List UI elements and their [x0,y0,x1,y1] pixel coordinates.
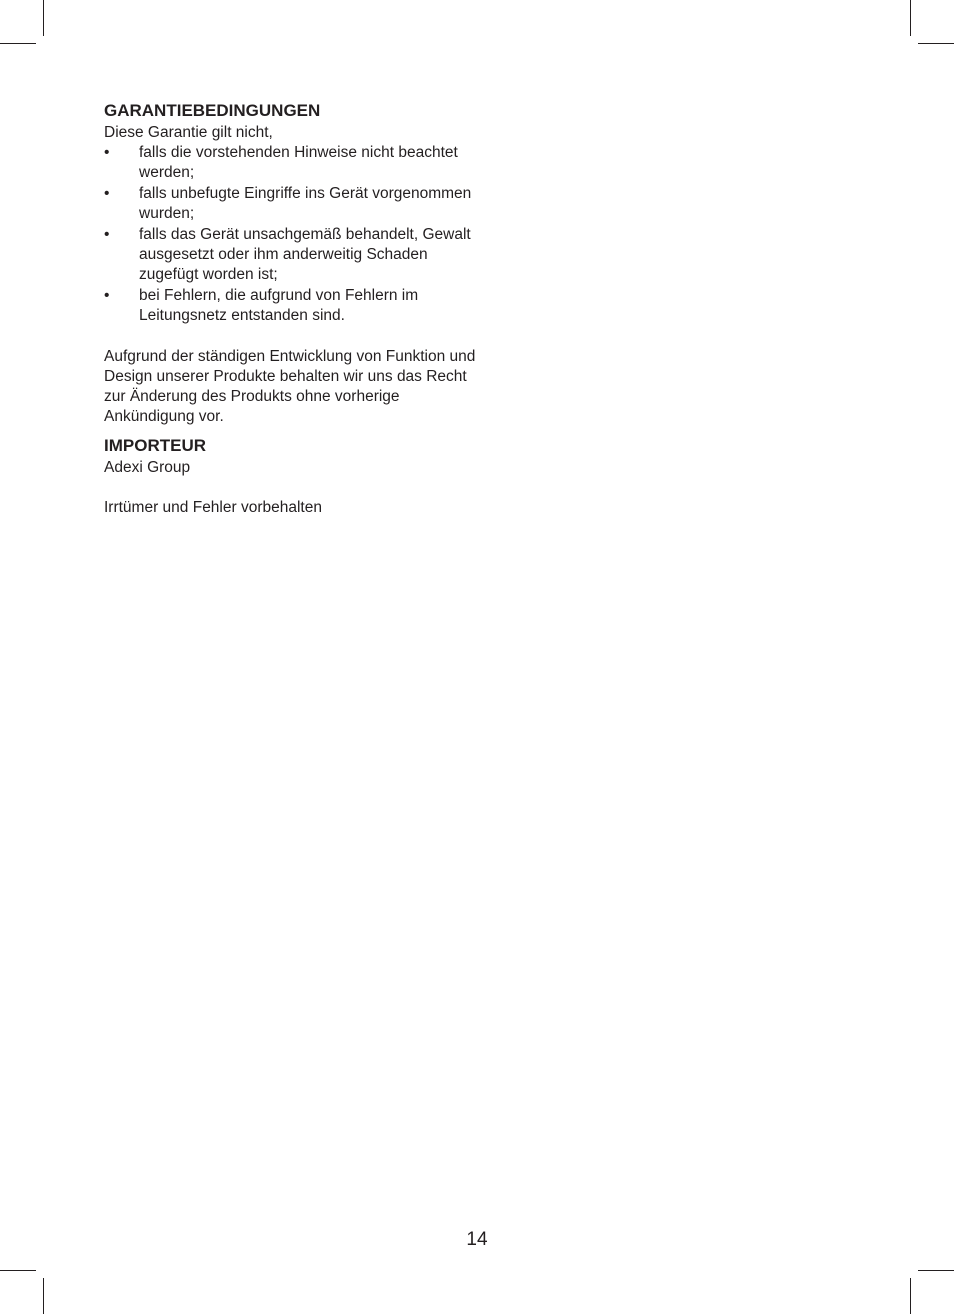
bullet-icon: • [104,226,110,243]
list-item [104,225,484,285]
crop-mark [0,1270,36,1271]
list-item [104,286,484,326]
list-item-text: falls die vorstehenden Hinweise nicht beachtet werden; [139,144,458,181]
bullet-icon: • [104,144,110,161]
page-content [104,100,484,518]
list-item [104,143,484,183]
crop-mark [918,1270,954,1271]
bullet-icon: • [104,185,110,202]
disclaimer-text: Irrtümer und Fehler vorbehalten [104,499,322,516]
list-item-text: bei Fehlern, die aufgrund von Fehlern im Leitungsnetz entstanden sind. [139,287,419,324]
warranty-heading: GARANTIEBEDINGUNGEN [104,101,321,120]
warranty-exclusions-list [104,143,484,326]
crop-mark [910,0,911,36]
crop-mark [43,0,44,36]
list-item-text: falls unbefugte Eingriffe ins Gerät vorgenommen wurden; [139,185,472,222]
warranty-note: Aufgrund der ständigen Entwicklung von Funktion und Design unserer Produkte behalten wir uns das Recht zur Änderung des Produkts ohne vorherige Ankündigung vor. [104,348,476,425]
list-item [104,184,484,224]
crop-mark [910,1278,911,1314]
bullet-icon: • [104,287,110,304]
importer-name: Adexi Group [104,459,191,476]
warranty-intro: Diese Garantie gilt nicht, [104,124,273,141]
list-item-text: falls das Gerät unsachgemäß behandelt, Gewalt ausgesetzt oder ihm anderweitig Schaden zugefügt worden ist; [139,226,471,283]
importer-heading: IMPORTEUR [104,436,206,455]
page-number: 14 [466,1229,488,1250]
crop-mark [0,43,36,44]
crop-mark [918,43,954,44]
crop-mark [43,1278,44,1314]
